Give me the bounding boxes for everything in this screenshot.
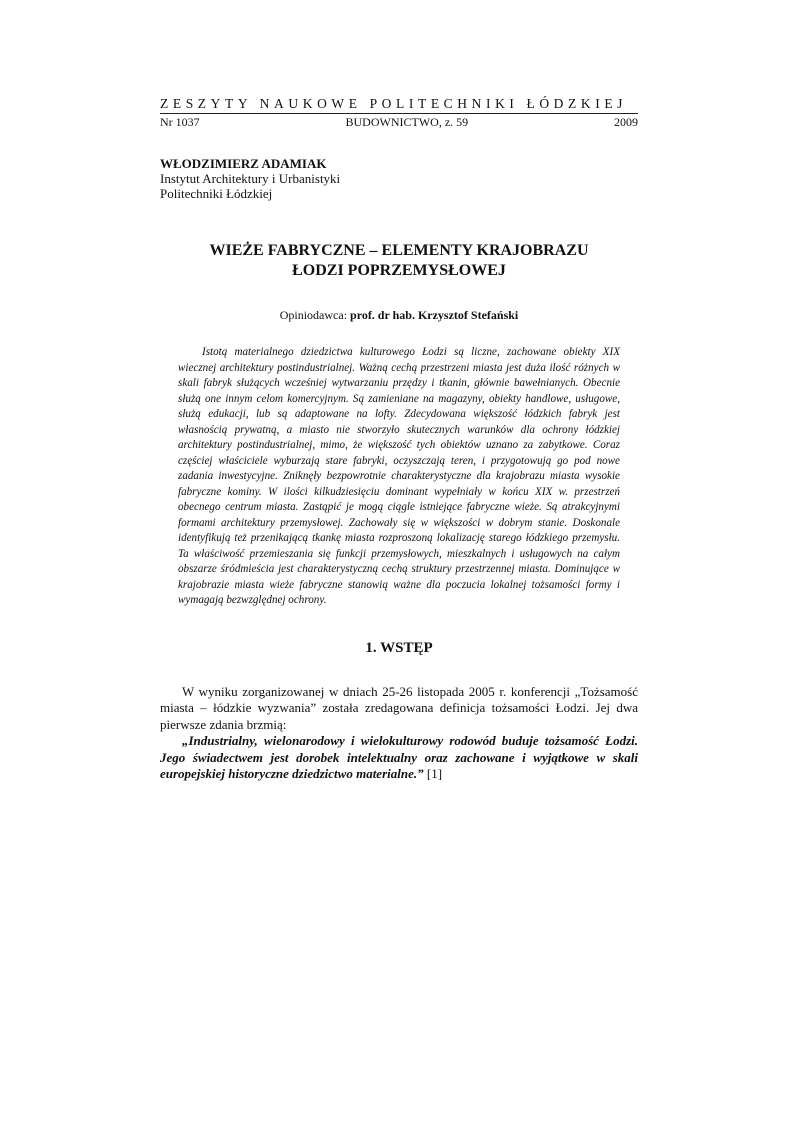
reviewer-line [160,308,638,322]
reviewer-label: Opiniodawca: [279,308,348,322]
author-name: WŁODZIMIERZ ADAMIAK [160,156,327,171]
paper-title-line1: WIEŻE FABRYCZNE – ELEMENTY KRAJOBRAZU [209,242,589,259]
author-affiliation-line1: Instytut Architektury i Urbanistyki [160,171,341,186]
issue-number: Nr 1037 [160,115,200,129]
body-paragraph: W wyniku zorganizowanej w dniach 25-26 listopada 2005 r. konferencji „Tożsamość miasta – łódzkie wyzwania” została zredagowana definicja tożsamości Łodzi. Jej dwa pierwsze zdania brzmią: [160,683,638,732]
abstract: Istotą materialnego dziedzictwa kulturowego Łodzi są liczne, zachowane obiekty XIX wiecznej architektury postindustrialnej. Ważną cechą przestrzeni miasta jest duża ilość różnych w skali fabryk służących wcześniej wytwarzaniu przędzy i tkanin, głównie bawełnianych. Obecnie służą one innym celom komercyjnym. Są zamieniane na magazyny, obiekty handlowe, usługowe, służą edukacji, lub są adaptowane na lofty. Zdecydowana większość łódzkich fabryk jest własnością prywatną, a miasto nie stworzyło skutecznych warunków dla ochrony łódzkiej architektury postindustrialnej, mimo, że większość tych obiektów uznano za zabytkowe. Coraz częściej właściciele wyburzają stare fabryki, oczyszczają teren, i przygotowują go pod nowe zadania inwestycyjne. Zniknęły bezpowrotnie charakterystyczne dla krajobrazu miasta wysokie fabryczne kominy. W ilości kilkudziesięciu dominant wypełniały w końcu XIX w. przestrzeń obecnego centrum miasta. Zastąpić je mogą ciągle istniejące fabryczne wieże. Są atrakcyjnymi formami architektury przemysłowej. Zachowały się w większości w dobrym stanie. Doskonale identyfikują też przenikającą tkankę miasta rozproszoną lokalizację starego łódzkiego przemysłu. Ta właściwość przemieszania się funkcji przemysłowych, mieszkalnych i usługowych na całym obszarze śródmieścia jest charakterystyczną cechą struktury przestrzennej miasta. Dominujące w krajobrazie miasta wieże fabryczne stanowią ważne dla poczucia lokalnej tożsamości formy i wymagają bezwzględnej ochrony. [178,346,620,606]
reviewer-name: prof. dr hab. Krzysztof Stefański [350,308,519,322]
paper-page [160,96,638,783]
issue-series: BUDOWNICTWO, z. 59 [345,115,469,129]
citation-ref: [1] [426,766,443,781]
body-text [160,684,638,783]
quote-paragraph [160,733,638,783]
quote-text: „Industrialny, wielonarodowy i wielokulturowy rodowód buduje tożsamość Łodzi. Jego świadectwem jest dorobek intelektualny oraz zachowane i wyjątkowe w skali europejskiej historyczne dziedzictwo materialne.” [160,733,638,781]
issue-meta [160,113,638,129]
journal-title: ZESZYTY NAUKOWE POLITECHNIKI ŁÓDZKIEJ [160,96,628,111]
paper-title [160,241,638,281]
issue-year: 2009 [613,115,638,129]
author-affiliation-line2: Politechniki Łódzkiej [160,186,273,201]
author-block [160,156,638,201]
paper-title-line2: ŁODZI POPRZEMYSŁOWEJ [292,262,506,279]
section-heading: 1. WSTĘP [365,639,433,656]
